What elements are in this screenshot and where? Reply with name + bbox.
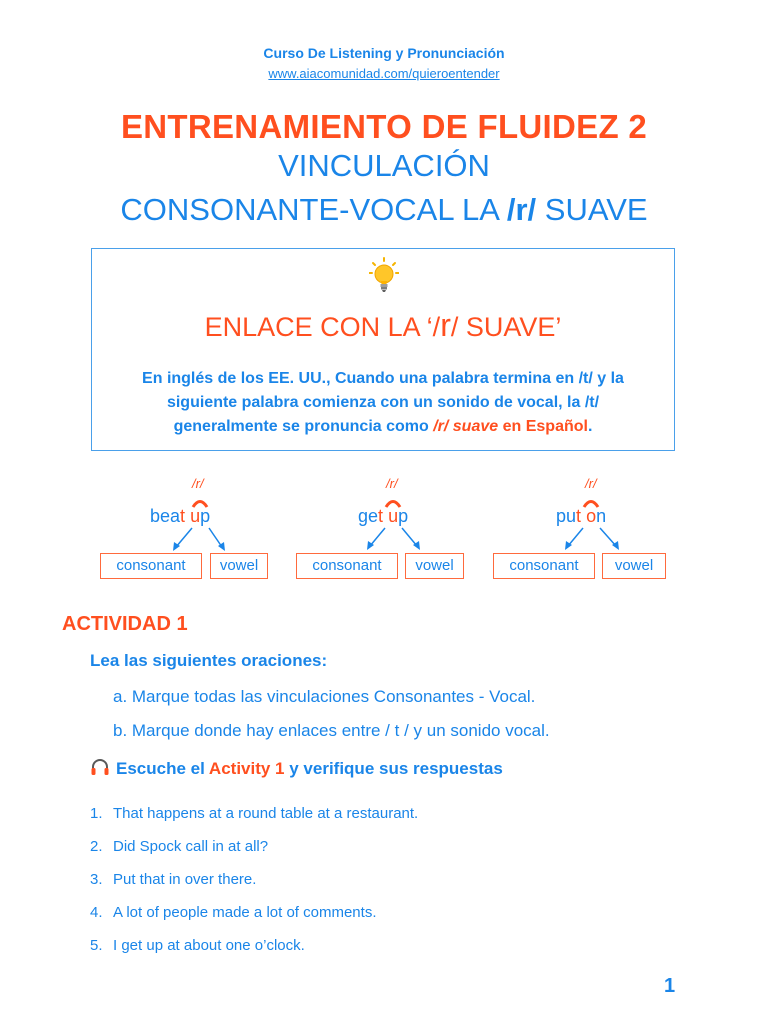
sentence-text: I get up at about one o’clock. [113,937,305,954]
example-phrase [556,506,606,527]
page-title: ENTRENAMIENTO DE FLUIDEZ 2 [120,108,648,145]
sentence-text: A lot of people made a lot of comments. [113,904,377,921]
sentence-text: Put that in over there. [113,871,257,888]
sentence-number: 1. [90,805,103,822]
word1-start: bea [150,506,181,526]
listen-instruction [90,758,503,779]
consonant-box: consonant [100,553,202,579]
sentence-item [90,937,305,954]
vowel-box: vowel [210,553,268,579]
subtitle-2-prefix: CONSONANTE-VOCAL LA [120,192,507,227]
example-get-up [293,476,471,586]
vowel-box: vowel [405,553,464,579]
word2-rest: p [200,506,211,526]
rule-text-line1: En inglés de los EE. UU., Cuando una palabra termina en /t/ y la [142,370,624,387]
subtitle-2-r: /r/ [506,192,537,227]
consonant-box: consonant [296,553,398,579]
consonant-box: consonant [493,553,595,579]
sentence-number: 2. [90,838,103,855]
lightbulb-icon [369,257,399,295]
example-r-label: /r/ [585,476,597,491]
sentence-number: 4. [90,904,103,921]
word2-initial-vowel: o [586,506,597,526]
subtitle-2-suffix: SUAVE [536,192,648,227]
word2-initial-vowel: u [388,506,399,526]
listen-suffix: y verifique sus respuestas [284,759,503,778]
sentence-text: That happens at a round table at a restaurant. [113,805,419,822]
sentence-item [90,904,376,921]
example-beat-up [96,476,274,586]
rule-heading [92,307,674,344]
sentence-item [90,805,418,822]
listen-prefix: Escuche el [116,759,209,778]
instruction-item-a: a. Marque todas las vinculaciones Consonantes - Vocal. [113,687,536,706]
sentence-item [90,838,268,855]
rule-text-line3-end: . [587,418,593,435]
sentence-text: Did Spock call in at all? [113,838,269,855]
example-phrase [358,506,408,527]
rule-text-highlight: /r/ suave [433,418,499,435]
rule-text-line3 [92,415,674,439]
word1-start: ge [358,506,379,526]
word1-final-t: t [180,506,186,526]
instruction-item-b: b. Marque donde hay enlaces entre / t / y un sonido vocal. [113,721,550,740]
activity-instruction: Lea las siguientes oraciones: [90,651,328,670]
sentence-number: 3. [90,871,103,888]
rule-heading-r: r [440,307,451,343]
course-url-link[interactable]: www.aiacomunidad.com/quieroentender [268,66,500,81]
listen-activity-link: Activity 1 [208,759,285,778]
rule-text-line3-prefix: generalmente se pronuncia como [173,418,434,435]
example-r-label: /r/ [386,476,398,491]
word1-final-t: t [576,506,582,526]
course-title: Curso De Listening y Pronunciación [263,45,505,61]
rule-box [91,248,675,451]
headphones-icon [90,758,110,776]
page-number: 1 [664,975,676,997]
example-put-on [490,476,668,586]
subtitle-vinculacion: VINCULACIÓN [278,148,490,183]
sentence-number: 5. [90,937,103,954]
word1-final-t: t [378,506,384,526]
rule-heading-suffix: / SUAVE’ [450,312,562,342]
rule-text-line3-suffix: en Español [498,418,588,435]
rule-heading-prefix: ENLACE CON LA ‘/ [204,312,441,342]
example-phrase [150,506,210,527]
rule-text-line2: siguiente palabra comienza con un sonido de vocal, la /t/ [166,394,600,411]
word2-initial-vowel: u [190,506,201,526]
example-r-label: /r/ [192,476,204,491]
word2-rest: n [596,506,607,526]
activity-title: ACTIVIDAD 1 [62,613,188,635]
sentence-item [90,871,256,888]
word1-start: pu [556,506,577,526]
subtitle-consonante-vocal [0,192,768,228]
vowel-box: vowel [602,553,666,579]
rule-text [92,367,674,439]
word2-rest: p [398,506,409,526]
